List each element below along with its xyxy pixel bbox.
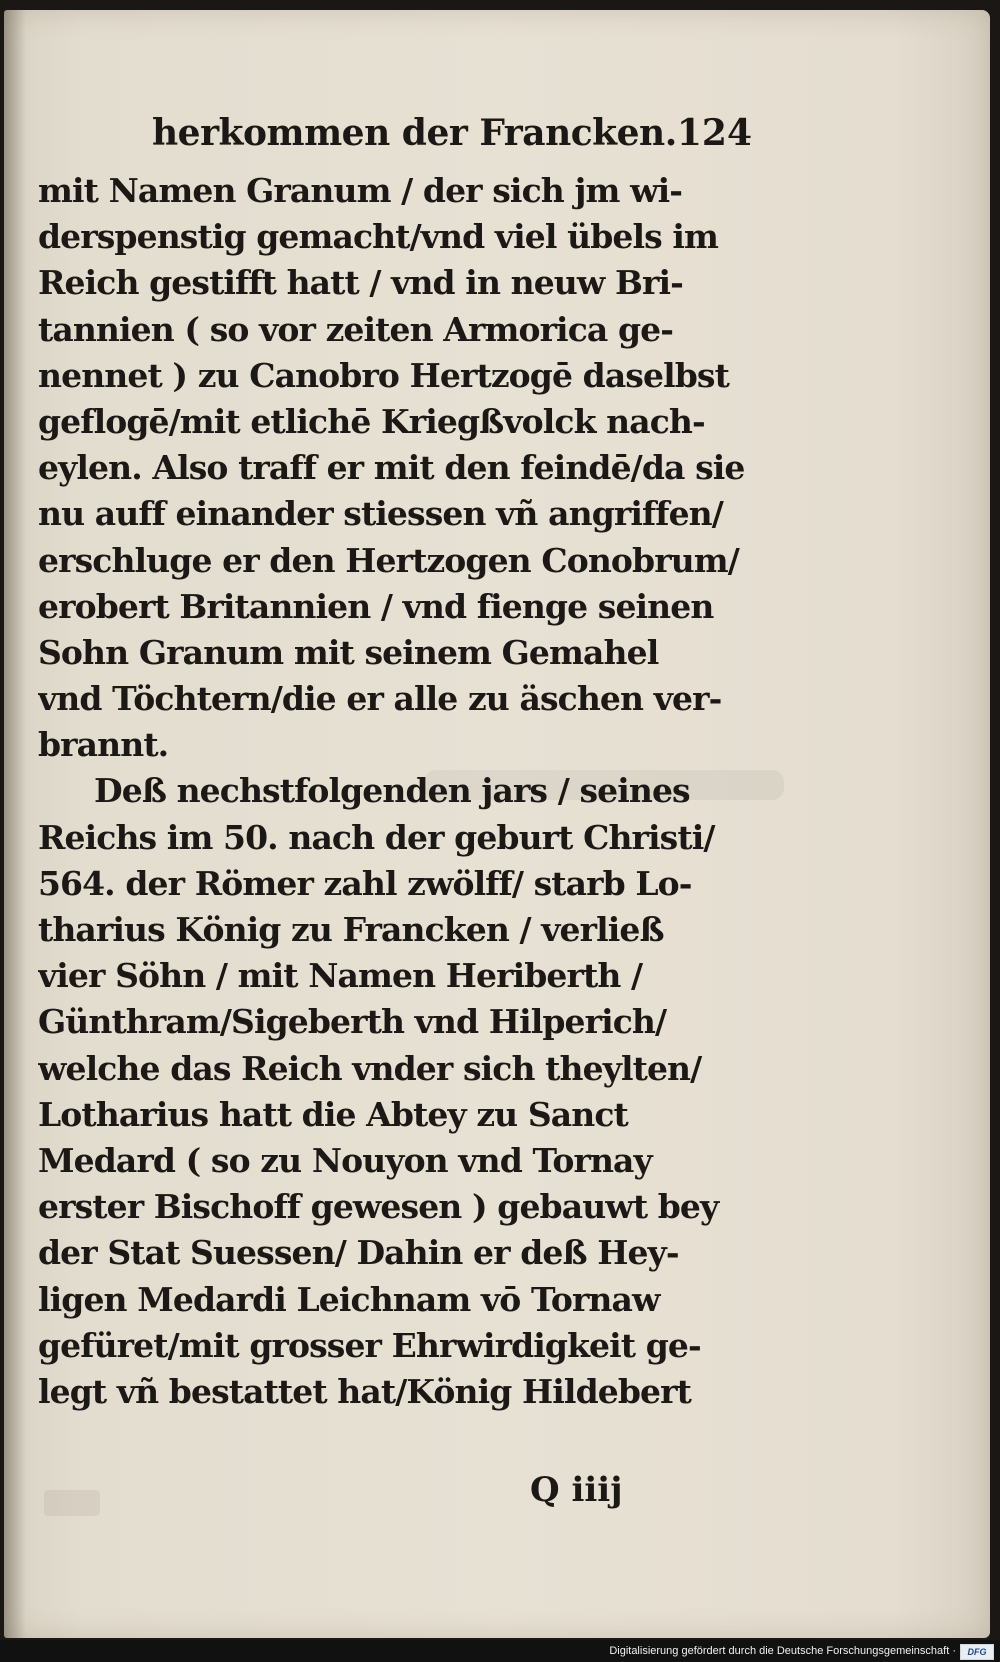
page-number: 124 — [676, 112, 752, 154]
text-line: welche das Reich vnder sich theylten/ — [38, 1048, 702, 1088]
text-line: erschluge er den Hertzogen Conobrum/ — [38, 540, 739, 580]
faint-stamp-mark — [44, 1490, 100, 1516]
text-line: Günthram/Sigeberth vnd Hilperich/ — [38, 1002, 667, 1042]
text-line: Lotharius hatt die Abtey zu Sanct — [38, 1094, 628, 1134]
body-text — [38, 168, 760, 1415]
text-line: 564. der Römer zahl zwölff/ starb Lo- — [38, 863, 692, 903]
text-line: Medard ( so zu Nouyon vnd Tornay — [38, 1140, 652, 1180]
paragraph-start-line: Deß nechstfolgenden jars / seines — [94, 771, 690, 811]
text-line: erobert Britannien / vnd fienge seinen — [38, 586, 714, 626]
text-line: legt vñ bestattet hat/König Hildebert — [38, 1371, 691, 1411]
text-line: vier Söhn / mit Namen Heriberth / — [38, 956, 643, 996]
text-line: vnd Töchtern/die er alle zu äschen ver- — [38, 679, 722, 719]
text-line: geflogē/mit etlichē Kriegßvolck nach- — [38, 401, 705, 441]
running-head: herkommen der Francken. — [152, 112, 677, 154]
text-line: gefüret/mit grosser Ehrwirdigkeit ge- — [38, 1325, 701, 1365]
dfg-logo-icon: DFG — [960, 1644, 994, 1660]
text-line: eylen. Also traff er mit den feindē/da sie — [38, 448, 745, 488]
text-line: Sohn Granum mit seinem Gemahel — [38, 632, 659, 672]
text-line: Reichs im 50. nach der geburt Christi/ — [38, 817, 715, 857]
text-line: nu auff einander stiessen vñ angriffen/ — [38, 494, 723, 534]
text-line: nennet ) zu Canobro Hertzogē daselbst — [38, 355, 729, 395]
text-line: tannien ( so vor zeiten Armorica ge- — [38, 309, 674, 349]
text-line: erster Bischoff gewesen ) gebauwt bey — [38, 1187, 719, 1227]
text-line: tharius König zu Francken / verließ — [38, 910, 664, 949]
text-line: mit Namen Granum / der sich jm wi- — [38, 171, 683, 210]
page-header — [112, 112, 752, 168]
text-line: der Stat Suessen/ Dahin er deß Hey- — [38, 1233, 679, 1273]
text-line: ligen Medardi Leichnam vō Tornaw — [38, 1279, 660, 1319]
text-line: brannt. — [38, 725, 169, 765]
signature-mark: Q iiij — [530, 1470, 623, 1510]
text-line: Reich gestifft hatt / vnd in neuw Bri- — [38, 263, 683, 303]
funding-credit: Digitalisierung gefördert durch die Deutsche Forschungsgemeinschaft · — [609, 1645, 956, 1657]
text-line: derspenstig gemacht/vnd viel übels im — [38, 217, 719, 257]
